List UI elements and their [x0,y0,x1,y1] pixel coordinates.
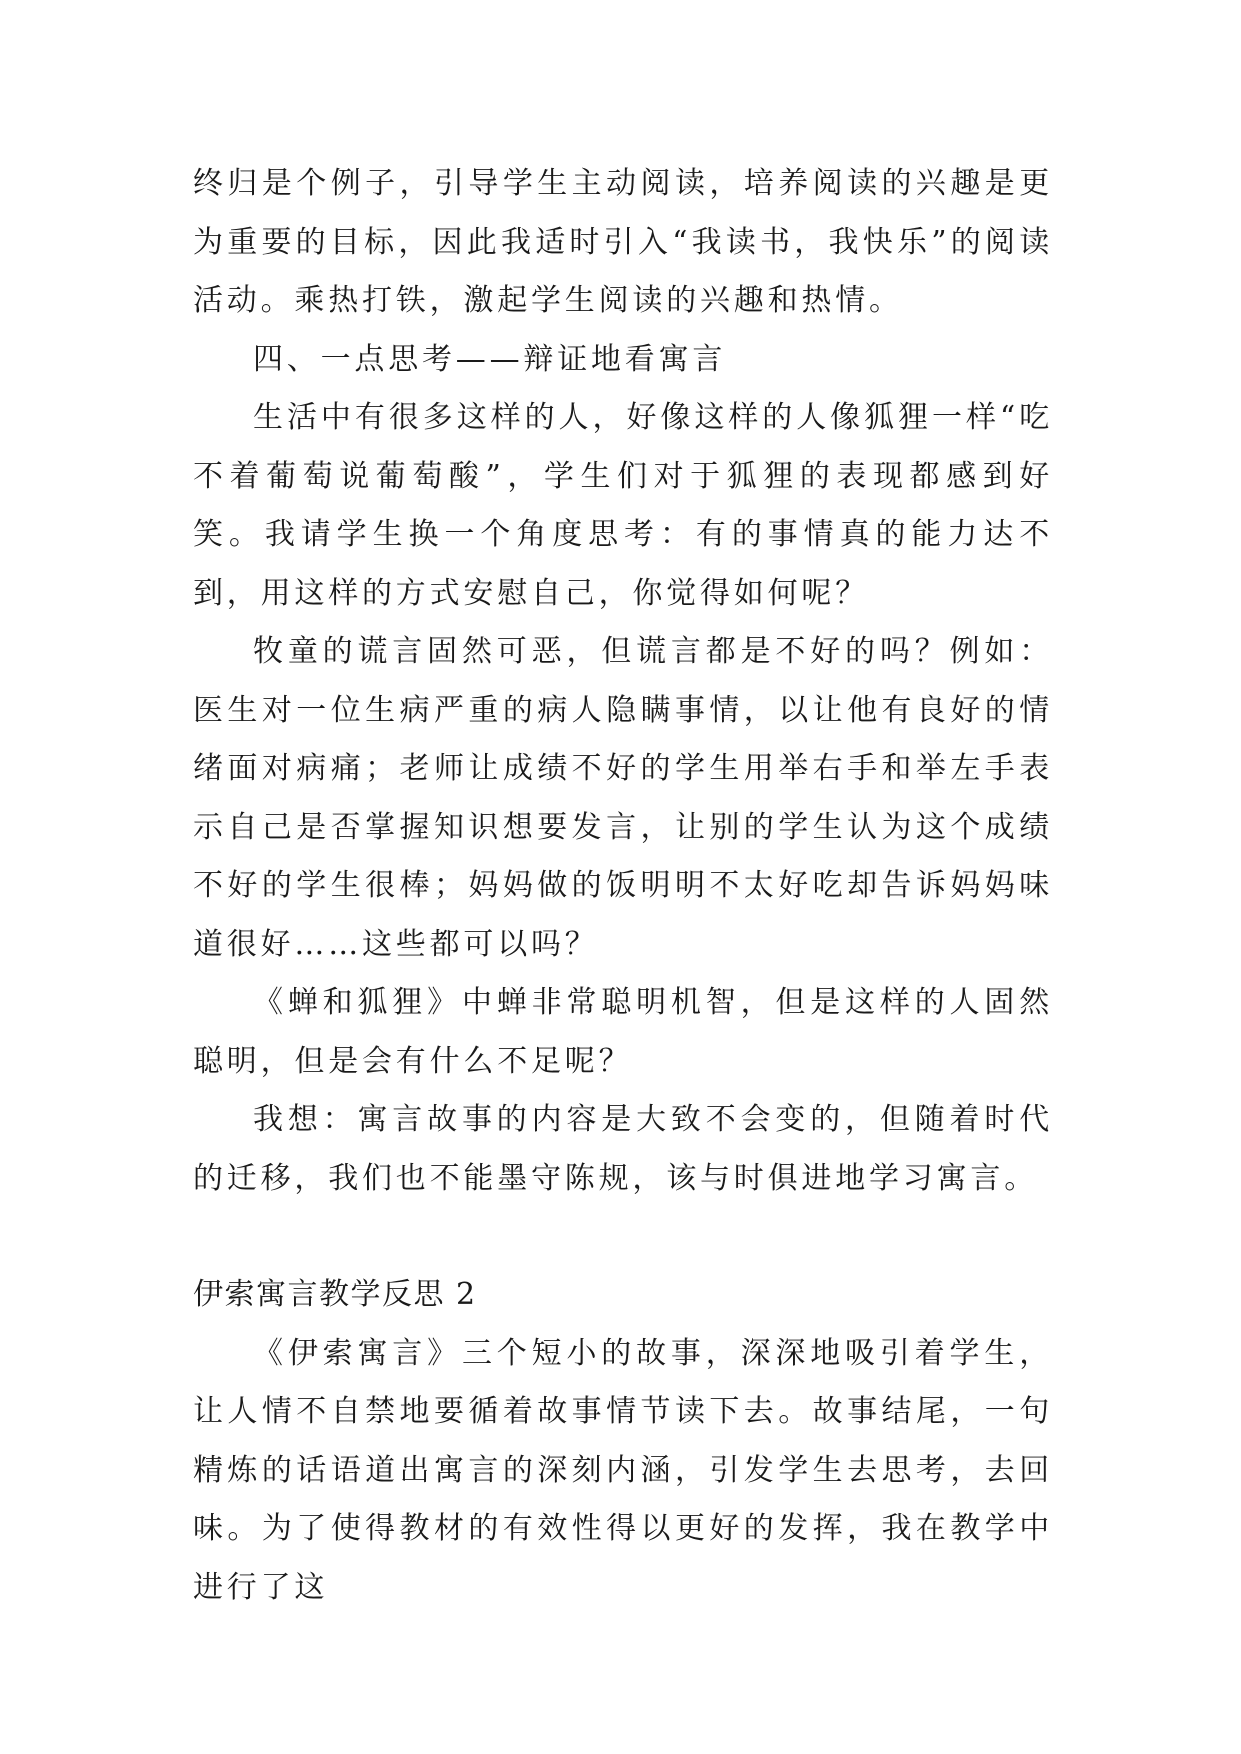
paragraph: 我想：寓言故事的内容是大致不会变的，但随着时代的迁移，我们也不能墨守陈规，该与时俱进地学习寓言。 [193,1102,1053,1196]
section-heading: 四、一点思考——辩证地看寓言 [253,341,727,377]
paragraph: 生活中有很多这样的人，好像这样的人像狐狸一样“吃不着葡萄说葡萄酸”，学生们对于狐狸的表现都感到好笑。我请学生换一个角度思考：有的事情真的能力达不到，用这样的方式安慰自己，你觉得如何呢？ [193,400,1053,611]
paragraph: 《伊索寓言》三个短小的故事，深深地吸引着学生，让人情不自禁地要循着故事情节读下去。故事结尾，一句精炼的话语道出寓言的深刻内涵，引发学生去思考，去回味。为了使得教材的有效性得以更好的发挥，我在教学中进行了这 [193,1335,1053,1605]
paragraph: 《蝉和狐狸》中蝉非常聪明机智，但是这样的人固然聪明，但是会有什么不足呢？ [193,985,1053,1079]
document-body [193,155,1053,1617]
paragraph: 牧童的谎言固然可恶，但谎言都是不好的吗？例如：医生对一位生病严重的病人隐瞒事情，以让他有良好的情绪面对病痛；老师让成绩不好的学生用举右手和举左手表示自己是否掌握知识想要发言，让别的学生认为这个成绩不好的学生很棒；妈妈做的饭明明不太好吃却告诉妈妈味道很好……这些都可以吗？ [193,634,1053,962]
section-title: 伊索寓言教学反思 2 [193,1277,477,1312]
paragraph-continuation: 终归是个例子，引导学生主动阅读，培养阅读的兴趣是更为重要的目标，因此我适时引入“我读书，我快乐”的阅读活动。乘热打铁，激起学生阅读的兴趣和热情。 [193,166,1053,318]
